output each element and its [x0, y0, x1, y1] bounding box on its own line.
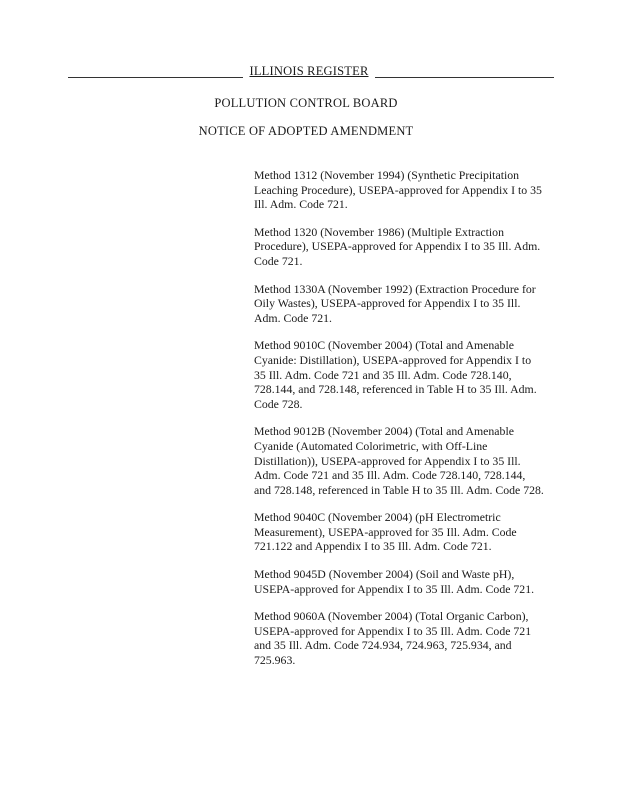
method-1320-paragraph: Method 1320 (November 1986) (Multiple Extraction Procedure), USEPA-approved for Appendix I to 35 Ill. Adm. Code 721.	[254, 224, 541, 268]
method-9040c-paragraph: Method 9040C (November 2004) (pH Electrometric Measurement), USEPA-approved for 35 Ill. Adm. Code 721.122 and Appendix I to 35 Ill. Adm. Code 721.	[254, 510, 517, 554]
register-title	[0, 64, 618, 79]
method-9012b-paragraph: Method 9012B (November 2004) (Total and Amenable Cyanide (Automated Colorimetric, with Off-Line Distillation)), USEPA-approved for Appendix I to 35 Ill. Adm. Code 721 and 35 Ill. Adm. Code 728.140, 728.144, and 728.148, referenced in Table H to 35 Ill. Adm. Code 728.	[254, 424, 544, 497]
method-list	[254, 168, 544, 681]
method-9010c-paragraph: Method 9010C (November 2004) (Total and Amenable Cyanide: Distillation), USEPA-approved for Appendix I to 35 Ill. Adm. Code 721 and 35 Ill. Adm. Code 728.140, 728.144, and 728.148, referenced in Table H to 35 Ill. Adm. Code 728.	[254, 338, 537, 411]
notice-title: NOTICE OF ADOPTED AMENDMENT	[198, 124, 414, 138]
method-1330a-paragraph: Method 1330A (November 1992) (Extraction Procedure for Oily Wastes), USEPA-approved for Appendix I to 35 Ill. Adm. Code 721.	[254, 281, 536, 325]
register-title-text: ILLINOIS REGISTER	[243, 64, 374, 78]
method-9060a-paragraph: Method 9060A (November 2004) (Total Organic Carbon), USEPA-approved for Appendix I to 35 Ill. Adm. Code 721 and 35 Ill. Adm. Code 724.934, 724.963, 725.934, and 725.963.	[254, 609, 532, 668]
board-title: POLLUTION CONTROL BOARD	[214, 96, 398, 110]
method-9045d-paragraph: Method 9045D (November 2004) (Soil and Waste pH), USEPA-approved for Appendix I to 35 Ill. Adm. Code 721.	[254, 567, 535, 596]
method-1312-paragraph: Method 1312 (November 1994) (Synthetic Precipitation Leaching Procedure), USEPA-approved for Appendix I to 35 Ill. Adm. Code 721.	[254, 168, 542, 212]
